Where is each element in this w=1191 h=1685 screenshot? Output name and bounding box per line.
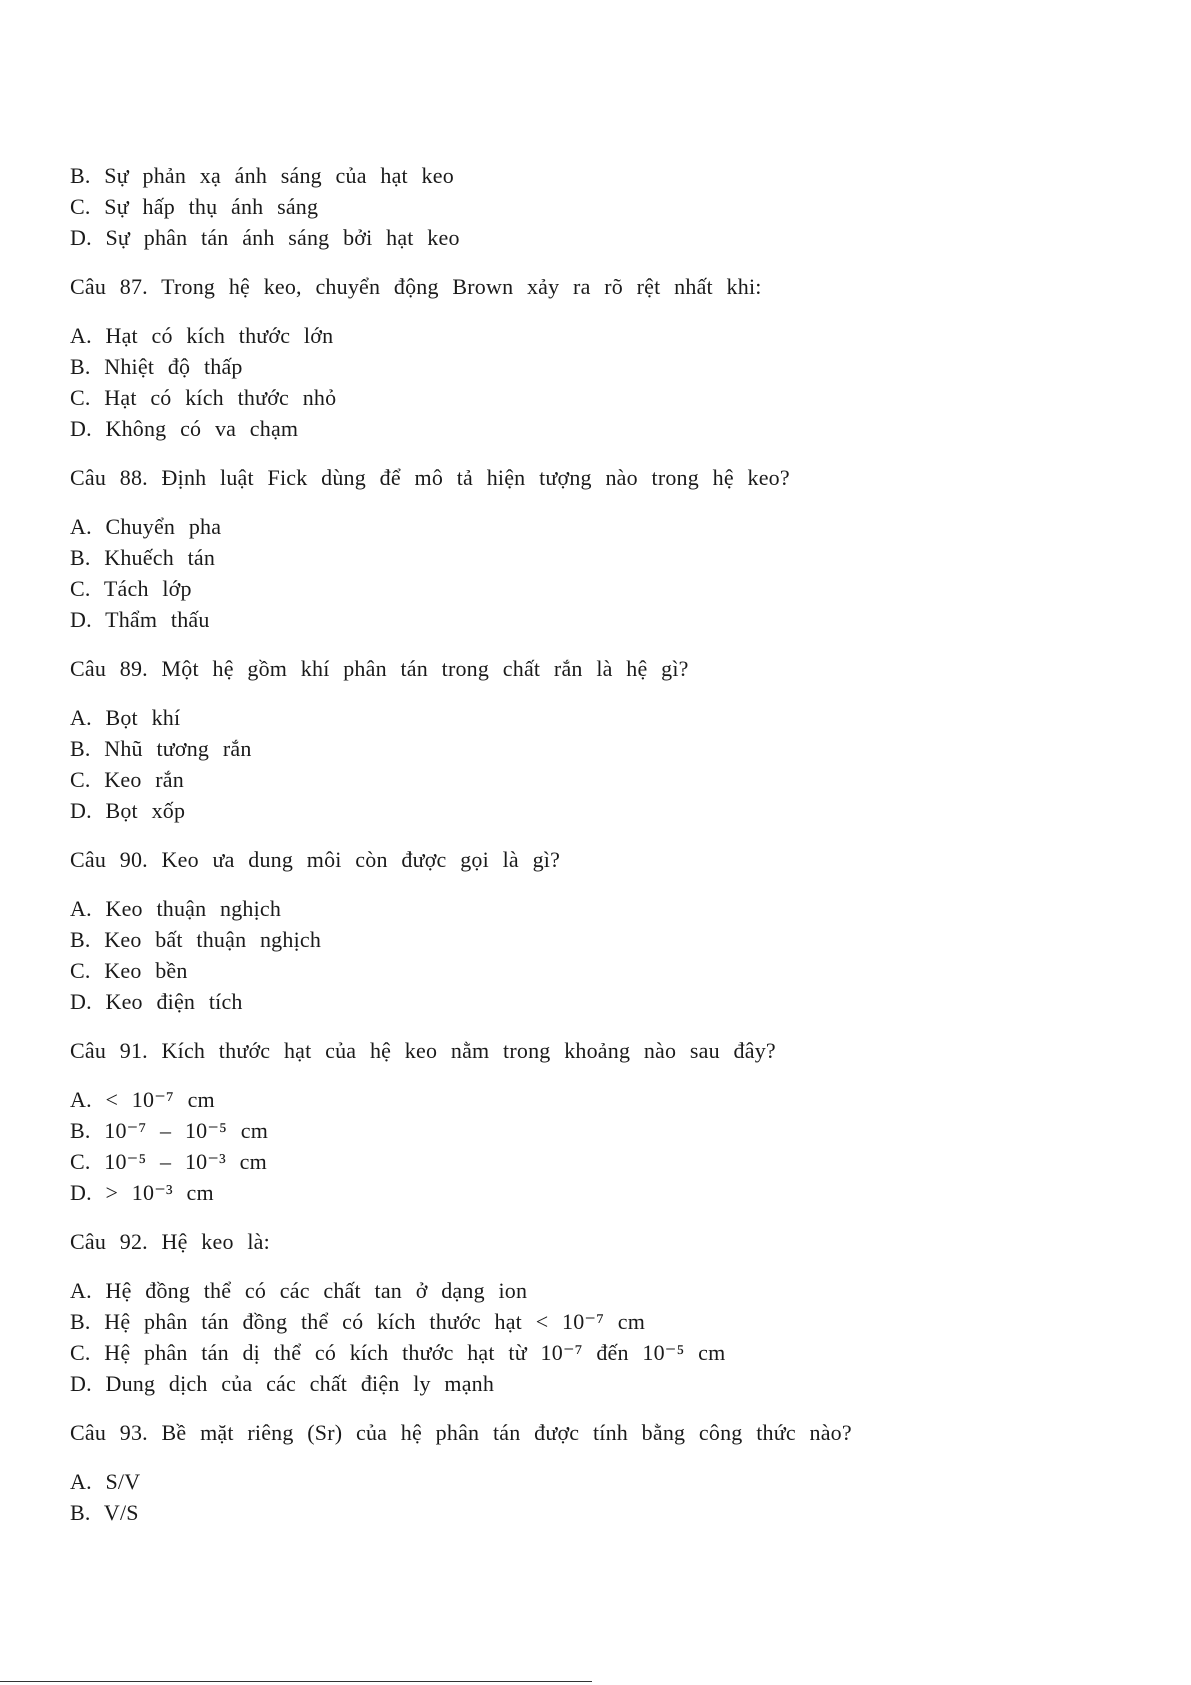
option-b: B. Nhiệt độ thấp <box>70 354 243 379</box>
option-d: D. Sự phân tán ánh sáng bởi hạt keo <box>70 225 460 250</box>
question-92: Câu 92. Hệ keo là: <box>70 1229 270 1254</box>
question-91: Câu 91. Kích thước hạt của hệ keo nằm trong khoảng nào sau đây? <box>70 1038 776 1063</box>
option-c: C. Tách lớp <box>70 576 192 601</box>
options-continued <box>70 160 1130 253</box>
footer-divider <box>0 1681 592 1682</box>
option-b: B. Keo bất thuận nghịch <box>70 927 322 952</box>
option-b: B. Nhũ tương rắn <box>70 736 252 761</box>
question-88: Câu 88. Định luật Fick dùng để mô tả hiện tượng nào trong hệ keo? <box>70 465 790 490</box>
option-d: D. Keo điện tích <box>70 989 243 1014</box>
option-a: A. Hệ đồng thể có các chất tan ở dạng ion <box>70 1278 528 1303</box>
option-a: A. Hạt có kích thước lớn <box>70 323 334 348</box>
options-88 <box>70 511 1130 635</box>
question-93: Câu 93. Bề mặt riêng (Sr) của hệ phân tán được tính bằng công thức nào? <box>70 1420 852 1445</box>
options-93 <box>70 1466 1130 1528</box>
options-89 <box>70 702 1130 826</box>
options-90 <box>70 893 1130 1017</box>
option-c: C. Hạt có kích thước nhỏ <box>70 385 337 410</box>
option-c: C. Sự hấp thụ ánh sáng <box>70 194 319 219</box>
option-b: B. V/S <box>70 1500 139 1525</box>
option-c: C. Hệ phân tán dị thể có kích thước hạt từ 10⁻⁷ đến 10⁻⁵ cm <box>70 1340 726 1365</box>
option-b: B. Sự phản xạ ánh sáng của hạt keo <box>70 163 454 188</box>
option-b: B. Khuếch tán <box>70 545 216 570</box>
option-c: C. Keo rắn <box>70 767 184 792</box>
question-90: Câu 90. Keo ưa dung môi còn được gọi là gì? <box>70 847 561 872</box>
option-c: C. 10⁻⁵ – 10⁻³ cm <box>70 1149 267 1174</box>
option-a: A. Chuyển pha <box>70 514 222 539</box>
option-d: D. Thẩm thấu <box>70 607 210 632</box>
option-b: B. 10⁻⁷ – 10⁻⁵ cm <box>70 1118 269 1143</box>
question-89: Câu 89. Một hệ gồm khí phân tán trong chất rắn là hệ gì? <box>70 656 689 681</box>
option-b: B. Hệ phân tán đồng thể có kích thước hạt < 10⁻⁷ cm <box>70 1309 646 1334</box>
options-92 <box>70 1275 1130 1399</box>
option-a: A. < 10⁻⁷ cm <box>70 1087 215 1112</box>
option-a: A. Keo thuận nghịch <box>70 896 282 921</box>
option-d: D. Dung dịch của các chất điện ly mạnh <box>70 1371 495 1396</box>
question-list <box>70 160 1130 1528</box>
option-d: D. > 10⁻³ cm <box>70 1180 214 1205</box>
option-d: D. Bọt xốp <box>70 798 186 823</box>
option-a: A. Bọt khí <box>70 705 181 730</box>
options-91 <box>70 1084 1130 1208</box>
option-a: A. S/V <box>70 1469 141 1494</box>
option-d: D. Không có va chạm <box>70 416 299 441</box>
options-87 <box>70 320 1130 444</box>
option-c: C. Keo bền <box>70 958 188 983</box>
question-87: Câu 87. Trong hệ keo, chuyển động Brown xảy ra rõ rệt nhất khi: <box>70 274 762 299</box>
